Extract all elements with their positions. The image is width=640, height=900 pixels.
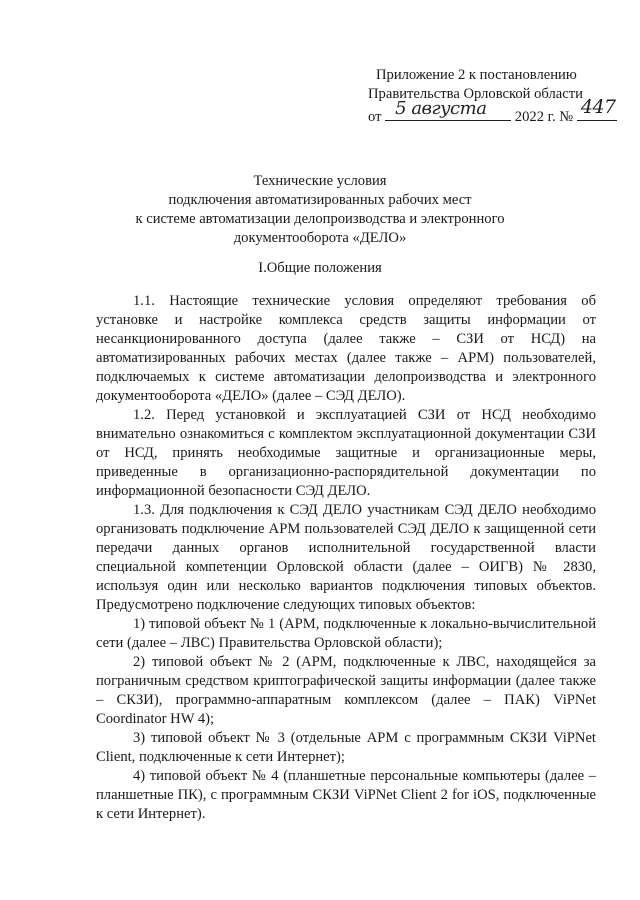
number-blank: [577, 96, 617, 121]
appendix-line-2: Правительства Орловской области: [368, 86, 583, 102]
appendix-line-1: Приложение 2 к постановлению: [376, 67, 577, 83]
date-blank: [385, 98, 511, 121]
from-prefix: от: [368, 109, 382, 125]
title-line-3: к системе автоматизации делопроизводства и электронного: [135, 211, 505, 227]
list-item-4: 4) типовой объект № 4 (планшетные персональные компьютеры (далее – планшетные ПК), с программным СКЗИ ViPNet Client 2 for iOS, подключенные к сети Интернет).: [96, 768, 596, 822]
title-line-2: подключения автоматизированных рабочих мест: [168, 192, 472, 208]
document-title: [60, 172, 580, 248]
paragraph-1-1: 1.1. Настоящие технические условия определяют требования об установке и настройке комплекса средств защиты информации от несанкционированного доступа (далее также – СЗИ от НСД) на автоматизированных рабочих местах (далее также – АРМ) пользователей, подключаемых к системе автоматизации делопроизводства и электронного документооборота «ДЕЛО» (далее – СЭД ДЕЛО).: [96, 293, 596, 404]
paragraph-1-3: 1.3. Для подключения к СЭД ДЕЛО участникам СЭД ДЕЛО необходимо организовать подключение АРМ пользователей СЭД ДЕЛО к защищенной сети передачи данных органов исполнительной государственной власти специальной компетенции Орловской области (далее – ОИГВ) № 2830, используя один или несколько вариантов подключения типовых объектов. Предусмотрено подключение следующих типовых объектов:: [96, 502, 596, 613]
document-body: [96, 292, 596, 824]
section-heading: I.Общие положения: [258, 260, 382, 276]
list-item-2: 2) типовой объект № 2 (АРМ, подключенные к ЛВС, находящейся за пограничным средством криптографической защиты информации (далее также – СКЗИ), программно-аппаратным комплексом (далее – ПАК) ViPNet Coordinator HW 4);: [96, 654, 596, 727]
year-text: 2022 г. №: [514, 109, 574, 125]
handwritten-number: 447: [580, 96, 616, 118]
appendix-header: [368, 66, 618, 127]
list-item-3: 3) типовой объект № 3 (отдельные АРМ с программным СКЗИ ViPNet Client, подключенные к сети Интернет);: [96, 730, 596, 765]
list-item-1: 1) типовой объект № 1 (АРМ, подключенные к локально-вычислительной сети (далее – ЛВС) Правительства Орловской области);: [96, 616, 596, 651]
appendix-date-line: [368, 96, 618, 127]
handwritten-date: 5 августа: [395, 98, 487, 119]
title-line-4: документооборота «ДЕЛО»: [233, 230, 407, 246]
title-line-1: Технические условия: [253, 173, 387, 189]
paragraph-1-2: 1.2. Перед установкой и эксплуатацией СЗИ от НСД необходимо внимательно ознакомиться с комплектом эксплуатационной документации СЗИ от НСД, принять необходимые защитные и организационные меры, приведенные в организационно-распорядительной документации по информационной безопасности СЭД ДЕЛО.: [96, 407, 596, 499]
